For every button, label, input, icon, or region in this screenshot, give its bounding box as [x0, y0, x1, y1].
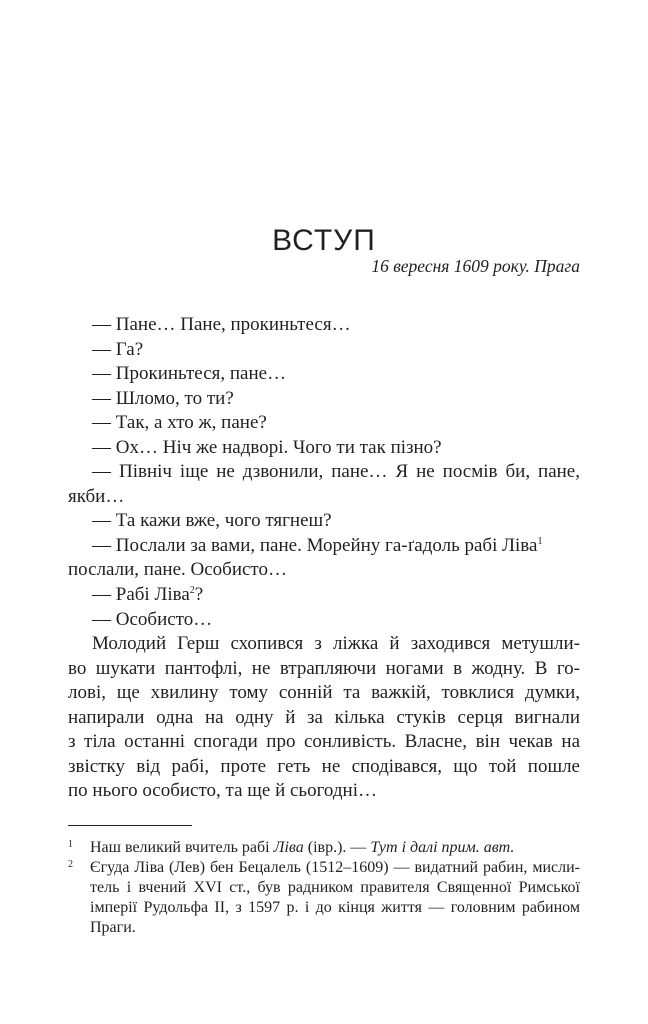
dateline: 16 вересня 1609 року. Прага [371, 256, 580, 276]
text-line: — Особисто… [92, 608, 213, 630]
footnote-ref[interactable]: 1 [537, 535, 543, 547]
text-line [68, 583, 580, 608]
text-span: — Послали за вами, пане. Морейну га-ґадоль рабі Ліва [92, 534, 538, 556]
text-line: Єгуда Ліва (Лев) бен Бецалель (1512–1609) — видатний рабин, мисли- [90, 859, 580, 876]
text-line: послали, пане. Особисто… [68, 559, 287, 581]
body-text [68, 313, 580, 804]
text-line: напирали одна на одну й за кілька стуків серця вигнали [68, 706, 580, 728]
footnote-1 [68, 838, 580, 858]
text-line: з тіла останні спогади про сонливість. Власне, він чекав на [68, 731, 580, 753]
text-line: — Шломо, то ти? [92, 387, 234, 409]
text-line: — Га? [92, 338, 144, 360]
text-line: якби… [68, 485, 125, 507]
text-span: Ліва [273, 839, 304, 856]
text-line: Праги. [90, 919, 136, 936]
footnote-divider [68, 825, 192, 826]
text-line: Молодий Герш схопився з ліжка й заходився метушли- [92, 633, 580, 655]
footnotes [68, 838, 580, 938]
footnote-number: 2 [68, 859, 73, 870]
text-line: — Так, а хто ж, пане? [92, 412, 267, 434]
footnote-text [90, 858, 580, 938]
text-line: імперії Рудольфа II, з 1597 р. і до кінця життя — головним рабином [90, 899, 580, 916]
text-line: звістку від рабі, проте геть не сподівався, що той пошле [68, 755, 580, 777]
text-span: Тут і далі прим. авт. [370, 839, 515, 856]
text-line: — Та кажи вже, чого тягнеш? [92, 510, 332, 532]
text-line: во шукати пантофлі, не втрапляючи ногами в жодну. В го- [68, 657, 580, 679]
text-line: по нього особисто, та ще й сьогодні… [68, 780, 377, 802]
text-line [68, 534, 580, 559]
chapter-title: ВСТУП [272, 224, 376, 257]
text-span: ? [194, 584, 204, 606]
text-span: — Рабі Ліва [92, 584, 190, 606]
text-span: (івр.). — [303, 839, 371, 856]
text-line: — Прокиньтеся, пане… [92, 363, 287, 385]
text-span: Наш великий вчитель рабі [90, 839, 274, 856]
text-line: — Північ іще не дзвонили, пане… Я не посмів би, пане, [92, 461, 580, 483]
footnote-number: 1 [68, 839, 73, 850]
text-line: тель і вчений XVI ст., був радником правителя Священної Римської [90, 879, 580, 896]
text-line: лові, ще хвилину тому сонній та важкій, товклися думки, [68, 682, 580, 704]
footnote-ref[interactable]: 2 [189, 585, 195, 597]
text-line: — Пане… Пане, прокиньтеся… [92, 314, 351, 335]
footnote-text [90, 838, 580, 858]
footnote-2 [68, 858, 580, 938]
text-line: — Ох… Ніч же надворі. Чого ти так пізно? [92, 436, 442, 458]
